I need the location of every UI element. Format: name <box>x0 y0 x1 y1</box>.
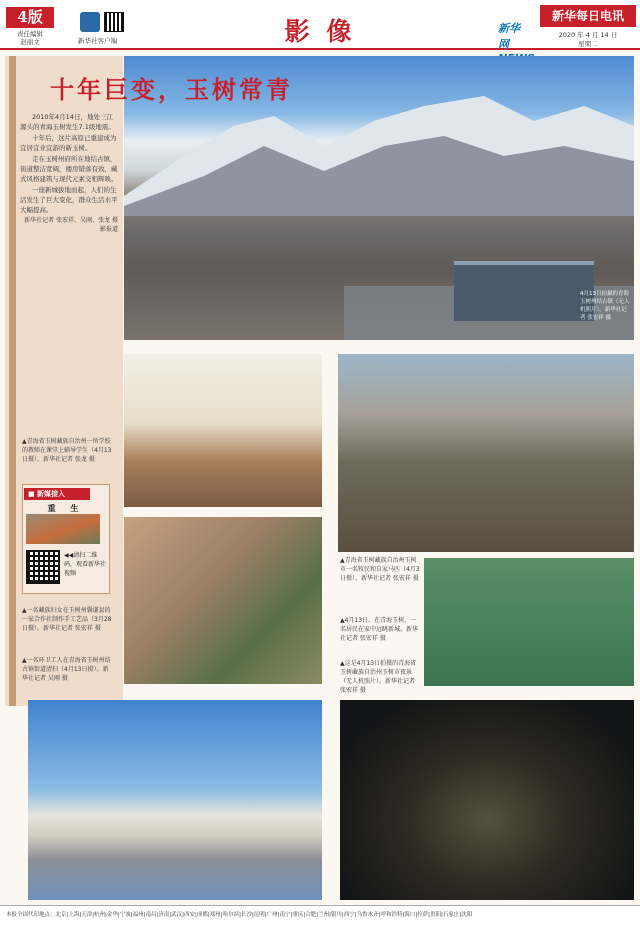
promo-header: ■ 新媒接入 <box>24 488 90 500</box>
caption-crafts: ▲一名藏族妇女在玉树州囊谦县的一家合作社制作手工艺品（3月28日摄）。新华社记者 张宏祥 摄 <box>22 607 112 632</box>
app-logo-icon <box>80 12 100 32</box>
edition-badge: 4版 <box>6 7 54 28</box>
photo-handicraft-worker <box>124 517 322 684</box>
article-paragraph: 走在玉树州府所在地结古镇，街道整洁宽阔，楼房错落有致，藏式风格建筑与现代元素交相辉映。 <box>20 155 118 183</box>
caption-teacher: ▲青海省玉树藏族自治州一所学校的教师在课堂上辅导学生（4月13日摄）。新华社记者 张龙 摄 <box>22 438 112 463</box>
editor-label: 责任编辑 <box>17 30 43 38</box>
article-paragraph: 2010年4月14日，地处三江源头的青海玉树发生7.1级地震。 <box>20 113 115 131</box>
qr-code-icon[interactable] <box>26 550 60 584</box>
promo-title: 重 生 <box>47 504 85 513</box>
article-credit: 新华社记者 张宏祥、吴刚、张龙 摄影报道 <box>24 217 118 233</box>
caption-window: ▲4月13日，在青海玉树，一名居民在家中远眺新城。新华社记者 张宏祥 摄 <box>340 617 419 642</box>
photo-street-sweeper <box>28 700 322 900</box>
promo-text: ◀◀请扫二维码，观看新华社视频 <box>64 552 107 577</box>
caption-night: ▲这是4月13日拍摄的青海省玉树藏族自治州玉树市夜景（无人机照片）。新华社记者 张宏祥 摄 <box>340 660 417 694</box>
print-locations: 本报全国代印地点：北京|上海|天津|杭州|金华|宁波|福州|南昌|济南|武汉|西安|成都|郑州|哈尔滨|长沙|昆明|广州|南宁|重庆|合肥|兰州|银川|西宁|乌鲁木齐|呼和浩特|海口|拉萨|贵阳|石家庄|沈阳 <box>6 912 473 918</box>
statue-monument <box>454 261 594 321</box>
main-article <box>20 112 118 235</box>
main-photo-caption: 4月13日拍摄的青海玉树州结古镇（无人机照片）。新华社记者 张宏祥 摄 <box>580 291 630 321</box>
photo-resident-window <box>424 558 634 686</box>
editor-credit <box>6 30 54 46</box>
issue-date: 2020 年 4 月 14 日 <box>558 31 618 39</box>
newspaper-name: 新华每日电讯 <box>540 5 636 27</box>
qr-code-icon <box>104 12 124 32</box>
section-title: 影 像 <box>284 17 356 46</box>
photo-night-view <box>340 700 634 900</box>
article-paragraph: 一座新城拔地而起，人们的生活发生了巨大变化，群众生活水平大幅提高。 <box>20 186 118 214</box>
caption-horse: ▲青海省玉树藏族自治州玉树市一名牧民和自家马匹（4月3日摄）。新华社记者 张宏祥 摄 <box>340 557 420 582</box>
app-label: 新华社客户端 <box>78 37 117 45</box>
article-paragraph: 十年后，这片高原已重建成为宜居宜业宜游的新玉树。 <box>20 134 117 152</box>
caption-sweeper: ▲一名环卫工人在青海省玉树州结古镇街道清扫（4月13日摄）。新华社记者 吴刚 摄 <box>22 657 111 682</box>
decorative-stripe <box>9 56 16 706</box>
page-headline: 十年巨变，玉树常青 <box>50 76 293 104</box>
promo-thumbnail <box>26 514 100 544</box>
editor-name: 赵丽文 <box>20 38 40 46</box>
issue-weekday: 星期二 <box>578 40 598 48</box>
news-logo: 新华网 <box>498 22 520 51</box>
photo-teacher-classroom <box>124 354 322 507</box>
photo-herder-horse <box>338 354 634 552</box>
